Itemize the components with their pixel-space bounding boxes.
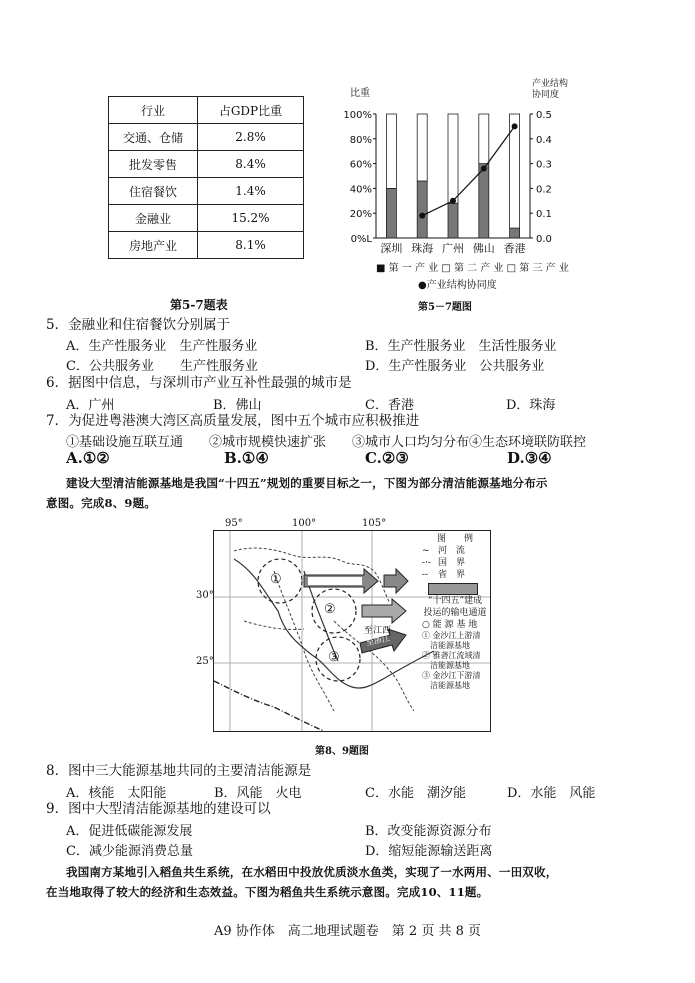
- table-cell: 交通、仓储: [109, 124, 198, 151]
- legend-base-text: 金沙江上游清: [432, 631, 481, 640]
- q7-items: ①基础设施互联互通 ②城市规模快速扩张 ③城市人口均匀分布④生态环境联防联控: [66, 435, 587, 450]
- table-row: [109, 232, 304, 259]
- arrow-label-zhejiang: 至浙江: [365, 633, 391, 648]
- y-axis-right-label: 产业结构: [532, 79, 569, 89]
- gdp-table: [108, 96, 304, 259]
- right-tick-label: 0.0: [536, 234, 552, 245]
- x-tick-label: 深圳: [380, 242, 403, 255]
- q9-option-c: C．减少能源消费总量: [66, 844, 193, 859]
- intro-8-9-cont: 意图。完成8、9题。: [46, 496, 157, 510]
- q6-option-b: B．佛山: [213, 398, 262, 413]
- y-axis-right-label-2: 协同度: [532, 90, 560, 100]
- table-cell: 1.4%: [198, 178, 304, 205]
- table-cell: 房地产业: [109, 232, 198, 259]
- q9-stem: 9．图中大型清洁能源基地的建设可以: [46, 801, 271, 817]
- chart-legend-2: ●产业结构协同度: [418, 280, 497, 291]
- table-cell: 金融业: [109, 205, 198, 232]
- q9-option-a: A．促进低碳能源发展: [66, 824, 193, 839]
- legend-base-num: ①: [422, 631, 430, 640]
- legend-base-1: [422, 631, 488, 651]
- map-caption: 第8、9题图: [315, 746, 369, 757]
- base-1-label: ①: [270, 572, 282, 587]
- map-lat-30: 30°: [196, 590, 214, 601]
- map-lat-25: 25°: [196, 656, 214, 667]
- left-tick-label: 100%: [343, 110, 372, 121]
- x-tick-label: 香港: [503, 242, 526, 255]
- bar-tertiary: [479, 114, 489, 164]
- map-lon-105: 105°: [362, 518, 387, 529]
- legend-base-label: 能 源 基 地: [432, 620, 478, 630]
- q9-option-d: D．缩短能源输送距离: [365, 844, 493, 859]
- q6-option-a: A．广州: [66, 398, 115, 413]
- q5-option-a: A．生产性服务业 生产性服务业: [66, 339, 258, 354]
- left-tick-label: 40%: [349, 184, 372, 196]
- map-legend: [422, 533, 488, 691]
- base-2-label: ②: [324, 602, 336, 617]
- legend-base-text: 雅砻江流域清: [432, 651, 481, 660]
- legend-province: -- 省 界: [422, 570, 466, 580]
- q5-option-b: B．生产性服务业 生活性服务业: [365, 339, 557, 354]
- arrow-label-jiangxi: 至江西: [364, 626, 392, 636]
- line-coordination: [422, 126, 514, 215]
- q7-stem: 7．为促进粤港澳大湾区高质量发展，图中五个城市应积极推进: [46, 413, 420, 429]
- left-tick-label: 0%L: [350, 234, 372, 245]
- bar-tertiary: [417, 114, 427, 181]
- table-row: [109, 124, 304, 151]
- q7-option-b: B.①④: [224, 449, 269, 467]
- x-tick-label: 珠海: [411, 242, 434, 255]
- point-coordination: [512, 123, 518, 129]
- legend-base: ○ 能 源 基 地: [422, 620, 478, 630]
- q6-option-c: C．香港: [365, 398, 414, 413]
- energy-map: [213, 530, 491, 732]
- point-coordination: [419, 213, 425, 219]
- bar-secondary: [510, 228, 520, 238]
- intro-8-9: 建设大型清洁能源基地是我国“十四五”规划的重要目标之一，下图为部分清洁能源基地分布示: [66, 476, 548, 490]
- bar-secondary: [386, 188, 396, 238]
- legend-channel-label2: 投运的输电通道: [423, 608, 487, 618]
- legend-base-3: [422, 671, 488, 691]
- province-border: [244, 621, 304, 630]
- legend-base-text: 金沙江下游清: [432, 671, 481, 680]
- q8-option-c: C．水能 潮汐能: [365, 786, 466, 801]
- legend-river: ~ 河 流: [422, 546, 466, 556]
- legend-title: 图 例: [436, 534, 473, 544]
- base-3-label: ③: [328, 650, 340, 665]
- legend-base-text: 洁能源基地: [430, 641, 470, 650]
- q8-option-a: A．核能 太阳能: [66, 786, 167, 801]
- left-tick-label: 20%: [349, 209, 372, 221]
- table-header: 占GDP比重: [198, 97, 304, 124]
- q8-stem: 8．图中三大能源基地共同的主要清洁能源是: [46, 763, 312, 779]
- x-tick-label: 佛山: [472, 242, 495, 255]
- table-caption: 第5-7题表: [170, 298, 228, 312]
- y-axis-left-label: 比重: [350, 88, 370, 99]
- industry-chart: [340, 74, 580, 314]
- q5-option-c: C．公共服务业 生产性服务业: [66, 359, 258, 374]
- chart-caption: 第5－7题图: [418, 302, 472, 313]
- q6-option-d: D．珠海: [506, 398, 556, 413]
- table-row: [109, 178, 304, 205]
- right-tick-label: 0.1: [536, 209, 552, 221]
- table-cell: 住宿餐饮: [109, 178, 198, 205]
- table-header-row: [109, 97, 304, 124]
- right-tick-label: 0.2: [536, 184, 552, 196]
- x-tick-label: 广州: [442, 242, 464, 255]
- legend-province-label: 省 界: [438, 570, 466, 580]
- left-tick-label: 60%: [349, 159, 372, 171]
- table-row: [109, 205, 304, 232]
- national-border: [214, 681, 324, 731]
- intro-10-11-cont: 在当地取得了较大的经济和生态效益。下图为稻鱼共生系统示意图。完成10、11题。: [46, 885, 489, 899]
- bar-secondary: [479, 164, 489, 238]
- bar-secondary: [417, 181, 427, 238]
- legend-channel-label: “十四五”建成: [427, 596, 483, 606]
- legend-border: -·- 国 界: [422, 558, 466, 568]
- map-lon-95: 95°: [225, 518, 243, 529]
- legend-border-label: 国 界: [438, 558, 466, 568]
- point-coordination: [450, 198, 456, 204]
- page-footer: A9 协作体 高二地理试题卷 第 2 页 共 8 页: [214, 924, 481, 939]
- q7-option-a: A.①②: [66, 449, 110, 467]
- map-lon-100: 100°: [292, 518, 317, 529]
- right-tick-label: 0.5: [536, 110, 552, 121]
- transmission-arrow-1-inner: [308, 577, 362, 585]
- point-coordination: [481, 166, 487, 172]
- province-border: [274, 571, 334, 711]
- bar-tertiary: [448, 114, 458, 203]
- right-tick-label: 0.4: [536, 134, 552, 146]
- legend-base-num: ③: [422, 671, 430, 680]
- bar-secondary: [448, 203, 458, 238]
- right-tick-label: 0.3: [536, 159, 552, 171]
- q8-option-d: D．水能 风能: [507, 786, 596, 801]
- chart-legend: ■ 第 一 产 业 □ 第 二 产 业 □ 第 三 产 业: [376, 263, 569, 274]
- q5-option-d: D．生产性服务业 公共服务业: [365, 359, 545, 374]
- table-cell: 2.8%: [198, 124, 304, 151]
- legend-base-text: 洁能源基地: [430, 681, 470, 690]
- table-cell: 15.2%: [198, 205, 304, 232]
- legend-river-label: 河 流: [438, 546, 466, 556]
- q6-stem: 6．据图中信息，与深圳市产业互补性最强的城市是: [46, 375, 352, 391]
- legend-base-num: ②: [422, 651, 430, 660]
- table-cell: 8.1%: [198, 232, 304, 259]
- q5-stem: 5．金融业和住宿餐饮分别属于: [46, 317, 231, 333]
- table-row: [109, 151, 304, 178]
- left-tick-label: 80%: [349, 134, 372, 146]
- table-header: 行业: [109, 97, 198, 124]
- legend-base-2: [422, 651, 488, 671]
- transmission-arrow-1-head: [384, 569, 408, 593]
- bar-tertiary: [386, 114, 396, 188]
- q8-option-b: B．风能 火电: [214, 786, 302, 801]
- table-cell: 8.4%: [198, 151, 304, 178]
- q9-option-b: B．改变能源资源分布: [365, 824, 492, 839]
- transmission-arrow-2: [362, 599, 406, 623]
- legend-channel-icon: [428, 583, 478, 595]
- table-cell: 批发零售: [109, 151, 198, 178]
- q7-option-d: D.③④: [507, 449, 552, 467]
- legend-base-text: 洁能源基地: [430, 661, 470, 670]
- q7-option-c: C.②③: [365, 449, 409, 467]
- intro-10-11: 我国南方某地引入稻鱼共生系统，在水稻田中投放优质淡水鱼类，实现了一水两用、一田双收，: [66, 865, 558, 879]
